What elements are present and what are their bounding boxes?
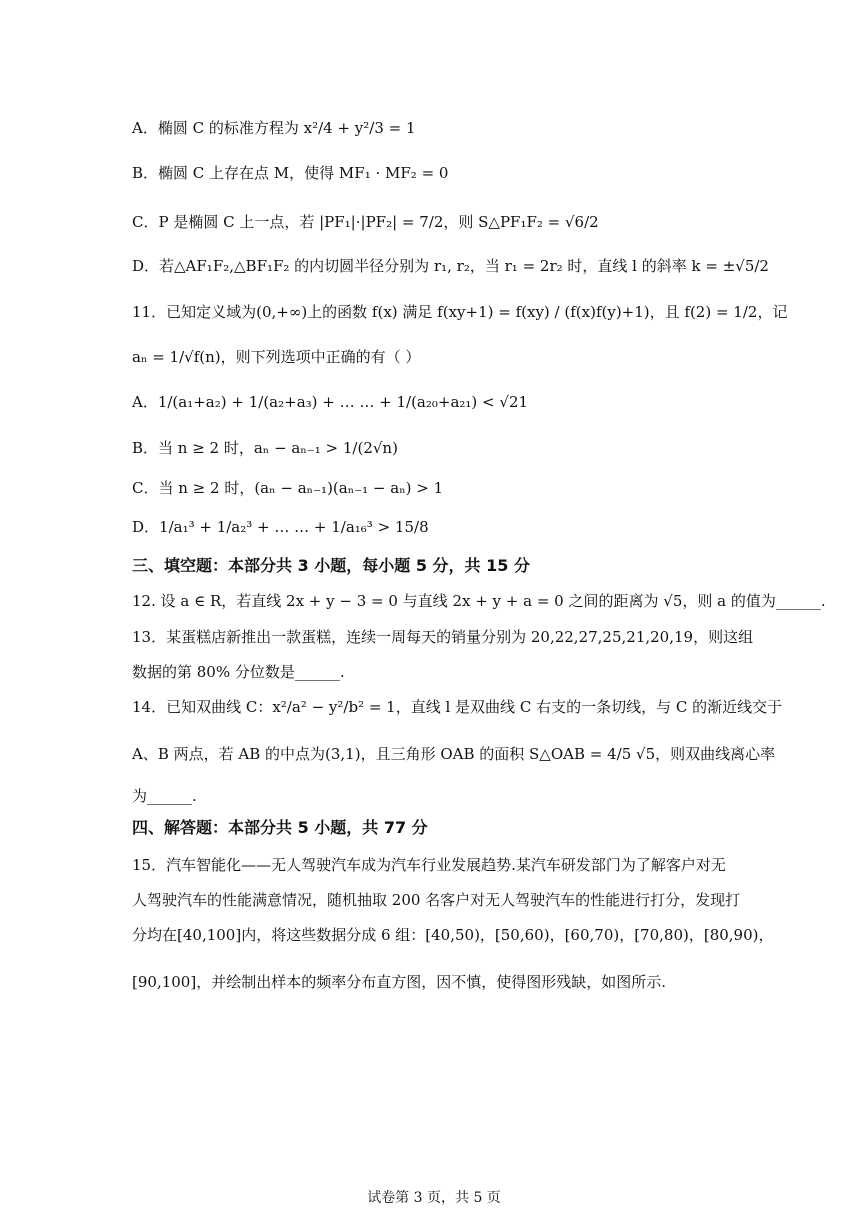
question-14-cont: A、B 两点，若 AB 的中点为(3,1)，且三角形 OAB 的面积 S△OAB = 4/5 √5，则双曲线离心率 [132,745,776,763]
page-footer: 试卷第 3 页，共 5 页 [367,1190,501,1206]
question-11-stem-cont: aₙ = 1/√f(n)，则下列选项中正确的有（ ） [132,348,421,366]
option-a-10: A．椭圆 C 的标准方程为 x²/4 + y²/3 = 1 [132,119,416,137]
option-b-11: B．当 n ≥ 2 时，aₙ − aₙ₋₁ > 1/(2√n) [132,439,398,457]
question-14-blank: 为______. [132,787,197,805]
option-a-11: A．1/(a₁+a₂) + 1/(a₂+a₃) + … … + 1/(a₂₀+a₂₁) < √21 [132,393,529,411]
question-12: 12. 设 a ∈ R，若直线 2x + y − 3 = 0 与直线 2x + y + a = 0 之间的距离为 √5，则 a 的值为______. [132,592,826,610]
question-13: 13．某蛋糕店新推出一款蛋糕，连续一周每天的销量分别为 20,22,27,25,21,20,19，则这组 [132,628,754,646]
option-b-10: B．椭圆 C 上存在点 M，使得 MF₁ · MF₂ = 0 [132,164,449,182]
section-3-heading: 三、填空题：本部分共 3 小题，每小题 5 分，共 15 分 [132,556,530,575]
question-15: 15．汽车智能化——无人驾驶汽车成为汽车行业发展趋势.某汽车研发部门为了解客户对无 [132,856,726,874]
question-15-cont-1: 人驾驶汽车的性能满意情况，随机抽取 200 名客户对无人驾驶汽车的性能进行打分，发现打 [132,891,741,909]
question-15-cont-2: 分均在[40,100]内，将这些数据分成 6 组：[40,50)，[50,60)，[60,70)，[70,80)，[80,90)， [132,926,774,944]
option-c-10: C．P 是椭圆 C 上一点，若 |PF₁|·|PF₂| = 7/2，则 S△PF₁F₂ = √6/2 [132,213,599,231]
option-c-11: C．当 n ≥ 2 时，(aₙ − aₙ₋₁)(aₙ₋₁ − aₙ) > 1 [132,479,444,497]
option-d-11: D．1/a₁³ + 1/a₂³ + … … + 1/a₁₆³ > 15/8 [132,518,429,536]
question-15-cont-3: [90,100]，并绘制出样本的频率分布直方图，因不慎，使得图形残缺，如图所示. [132,973,666,991]
question-13-cont: 数据的第 80% 分位数是______. [132,663,345,681]
question-11-stem: 11．已知定义域为(0,+∞)上的函数 f(x) 满足 f(xy+1) = f(xy) / (f(x)f(y)+1)，且 f(2) = 1/2，记 [132,303,788,321]
section-4-heading: 四、解答题：本部分共 5 小题，共 77 分 [132,818,428,837]
question-14: 14．已知双曲线 C：x²/a² − y²/b² = 1，直线 l 是双曲线 C 右支的一条切线，与 C 的渐近线交于 [132,698,783,716]
option-d-10: D．若△AF₁F₂,△BF₁F₂ 的内切圆半径分别为 r₁, r₂，当 r₁ = 2r₂ 时，直线 l 的斜率 k = ±√5/2 [132,257,769,275]
